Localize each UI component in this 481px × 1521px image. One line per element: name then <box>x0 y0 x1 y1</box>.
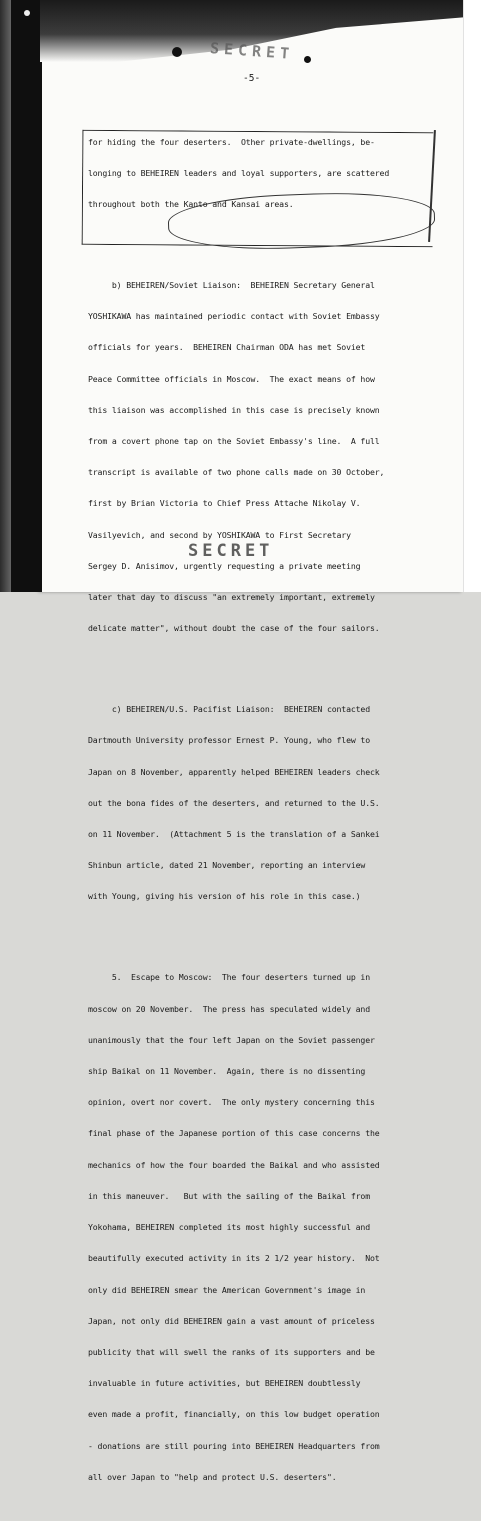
punch-hole-icon <box>304 56 311 63</box>
right-margin <box>463 0 481 592</box>
paragraph-hiding <box>88 116 458 230</box>
text-line: in this maneuver. But with the sailing of the Baikal from <box>88 1190 370 1201</box>
punch-hole-icon <box>24 10 30 16</box>
text-line: moscow on 20 November. The press has speculated widely and <box>88 1003 370 1014</box>
top-secret-stamp: SECRET <box>209 39 295 63</box>
text-line: all over Japan to "help and protect U.S. deserters". <box>88 1471 337 1482</box>
text-line: ship Baikal on 11 November. Again, there is no dissenting <box>88 1065 366 1076</box>
text-line: for hiding the four deserters. Other private-dwellings, be- <box>88 136 375 147</box>
text-line: throughout both the Kanto and Kansai areas. <box>88 199 294 210</box>
punch-hole-icon <box>172 47 182 57</box>
document-body <box>88 95 458 1521</box>
text-line: this liaison was accomplished in this case is precisely known <box>88 404 380 415</box>
text-line: YOSHIKAWA has maintained periodic contact with Soviet Embassy <box>88 311 380 322</box>
text-line: later that day to discuss "an extremely important, extremely <box>88 592 375 603</box>
text-line: officials for years. BEHEIREN Chairman ODA has met Soviet <box>88 342 366 353</box>
text-line: c) BEHEIREN/U.S. Pacifist Liaison: BEHEIREN contacted <box>88 704 370 715</box>
text-line: Peace Committee officials in Moscow. The exact means of how <box>88 373 375 384</box>
text-line: only did BEHEIREN smear the American Government's image in <box>88 1284 366 1295</box>
text-line: from a covert phone tap on the Soviet Embassy's line. A full <box>88 436 380 446</box>
text-line: publicity that will swell the ranks of its supporters and be <box>88 1346 375 1357</box>
text-line: Vasilyevich, and second by YOSHIKAWA to First Secretary <box>88 529 351 540</box>
text-line: Sergey D. Anisimov, urgently requesting a private meeting <box>88 560 361 571</box>
text-line: - donations are still pouring into BEHEIREN Headquarters from <box>88 1440 380 1451</box>
bottom-secret-stamp: SECRET <box>188 541 274 561</box>
text-line: even made a profit, financially, on this low budget operation <box>88 1409 380 1420</box>
text-line: opinion, overt nor covert. The only mystery concerning this <box>88 1097 375 1108</box>
paragraph-soviet-liaison <box>88 259 458 654</box>
text-line: Yokohama, BEHEIREN completed its most highly successful and <box>88 1222 370 1233</box>
text-line: 5. Escape to Moscow: The four deserters turned up in <box>88 972 370 983</box>
text-line: Japan, not only did BEHEIREN gain a vast amount of priceless <box>88 1315 375 1326</box>
text-line: Shinbun article, dated 21 November, reporting an interview <box>88 860 366 871</box>
text-line: transcript is available of two phone calls made on 30 October, <box>88 467 385 478</box>
text-line: beautifully executed activity in its 2 1/2 year history. Not <box>88 1253 380 1264</box>
text-line: b) BEHEIREN/Soviet Liaison: BEHEIREN Secretary General <box>88 279 375 290</box>
text-line: out the bona fides of the deserters, and returned to the U.S. <box>88 797 380 808</box>
scan-dark-edge <box>11 0 42 592</box>
text-line: mechanics of how the four boarded the Baikal and who assisted <box>88 1159 380 1170</box>
text-line: unanimously that the four left Japan on the Soviet passenger <box>88 1034 375 1045</box>
paragraph-escape-to-moscow <box>88 952 458 1504</box>
text-line: with Young, giving his version of his role in this case.) <box>88 891 361 902</box>
text-line: longing to BEHEIREN leaders and loyal supporters, are scattered <box>88 167 390 178</box>
text-line: on 11 November. (Attachment 5 is the translation of a Sankei <box>88 829 380 840</box>
text-line: invaluable in future activities, but BEHEIREN doubtlessly <box>88 1378 361 1389</box>
text-line: final phase of the Japanese portion of this case concerns the <box>88 1128 380 1139</box>
text-line: Dartmouth University professor Ernest P. Young, who flew to <box>88 735 370 746</box>
paragraph-pacifist-liaison <box>88 683 458 922</box>
text-line: delicate matter", without doubt the case of the four sailors. <box>88 623 380 634</box>
page-number: -5- <box>243 73 261 84</box>
text-line: Japan on 8 November, apparently helped BEHEIREN leaders check <box>88 766 380 777</box>
text-line: first by Brian Victoria to Chief Press Attache Nikolay V. <box>88 498 361 509</box>
